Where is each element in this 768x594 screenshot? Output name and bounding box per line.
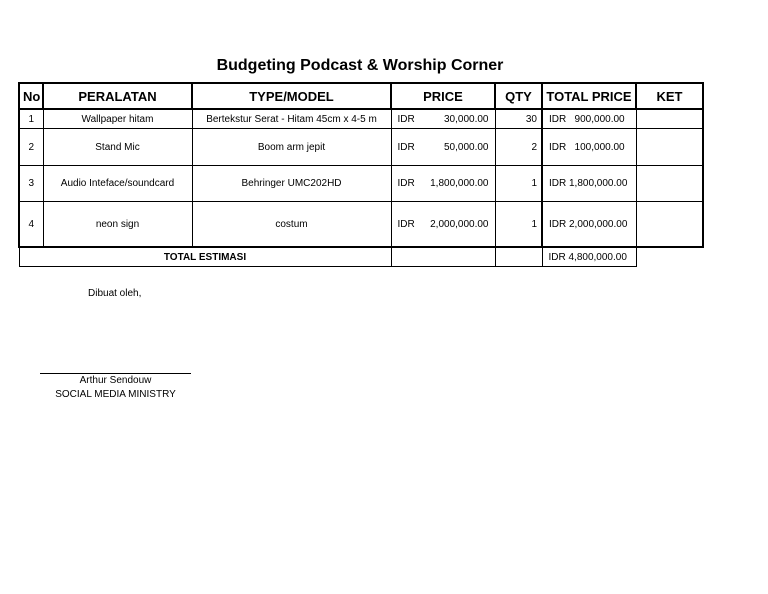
cell-ket [636,109,703,129]
cell-type-model: Boom arm jepit [192,129,391,166]
cell-peralatan: Wallpaper hitam [43,109,192,129]
header-ket: KET [636,83,703,109]
table-row [19,109,703,129]
document-title: Budgeting Podcast & Worship Corner [216,57,504,74]
cell-qty: 2 [495,129,542,166]
prepared-by-label: Dibuat oleh, [88,288,142,299]
cell-price [391,109,495,129]
header-type-model: TYPE/MODEL [192,83,391,109]
header-qty: QTY [495,83,542,109]
cell-peralatan: Audio Inteface/soundcard [43,166,192,202]
price-amount: 2,000,000.00 [430,218,489,230]
cell-peralatan: Stand Mic [43,129,192,166]
signature-line [40,373,191,374]
price-currency: IDR [397,141,415,153]
cell-type-model: costum [192,202,391,248]
header-total-price: TOTAL PRICE [542,83,636,109]
cell-qty: 1 [495,166,542,202]
cell-no: 4 [19,202,43,248]
cell-ket [636,166,703,202]
total-price-blank-cell [391,247,495,267]
cell-total-price: IDR 900,000.00 [542,109,636,129]
total-estimate-row [19,247,703,267]
header-no: No [19,83,43,109]
price-currency: IDR [397,178,415,189]
price-amount: 30,000.00 [444,113,489,125]
signatory-role: SOCIAL MEDIA MINISTRY [55,389,176,400]
cell-total-price: IDR 100,000.00 [542,129,636,166]
header-price: PRICE [391,83,495,109]
cell-no: 3 [19,166,43,202]
cell-total-price: IDR 1,800,000.00 [542,166,636,202]
cell-total-price: IDR 2,000,000.00 [542,202,636,248]
total-ket-blank-cell [636,247,703,267]
total-estimate-label: TOTAL ESTIMASI [19,247,391,267]
budget-table [18,82,704,267]
table-row [19,202,703,248]
price-amount: 50,000.00 [444,141,489,153]
cell-qty: 30 [495,109,542,129]
cell-price [391,202,495,248]
price-currency: IDR [397,218,415,230]
price-currency: IDR [397,113,415,125]
signatory-name: Arthur Sendouw [79,375,152,386]
cell-ket [636,129,703,166]
cell-type-model: Bertekstur Serat - Hitam 45cm x 4-5 m [192,109,391,129]
table-row [19,166,703,202]
table-row [19,129,703,166]
cell-ket [636,202,703,248]
total-estimate-value: IDR 4,800,000.00 [542,247,636,267]
cell-no: 2 [19,129,43,166]
price-amount: 1,800,000.00 [430,178,489,189]
cell-price [391,166,495,202]
table-header-row [19,83,703,109]
cell-no: 1 [19,109,43,129]
header-peralatan: PERALATAN [43,83,192,109]
cell-qty: 1 [495,202,542,248]
cell-price [391,129,495,166]
total-qty-blank-cell [495,247,542,267]
cell-type-model: Behringer UMC202HD [192,166,391,202]
cell-peralatan: neon sign [43,202,192,248]
